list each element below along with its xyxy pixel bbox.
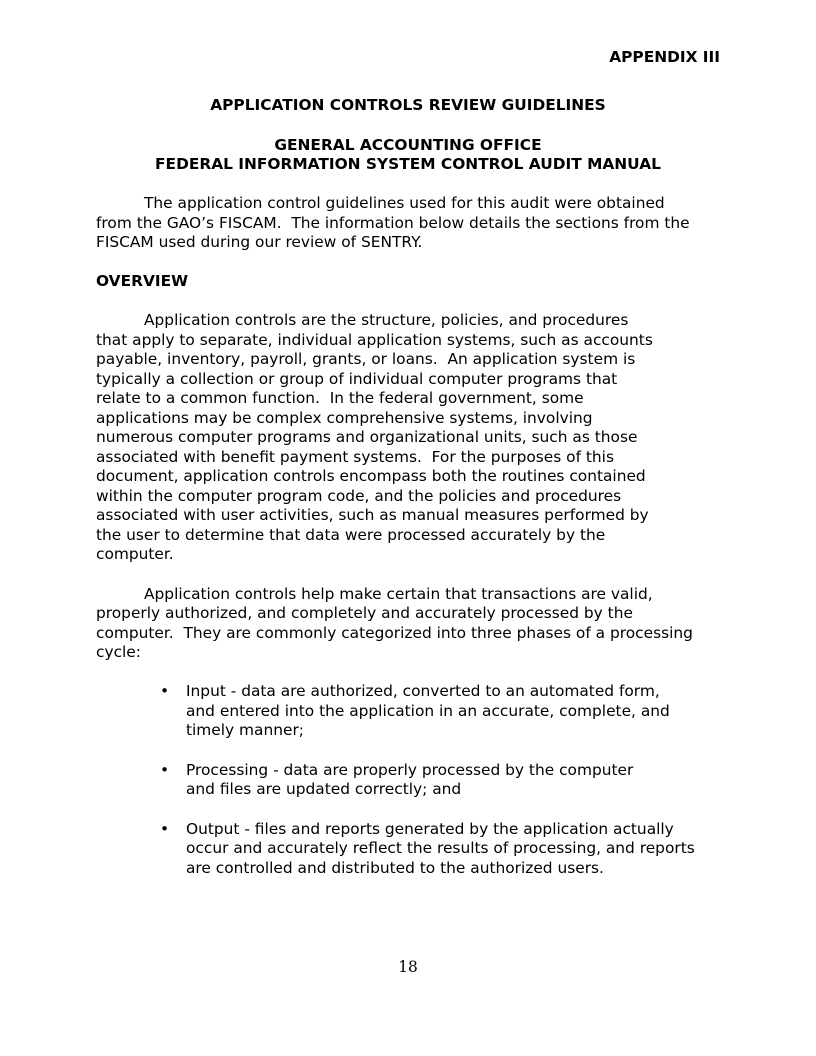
intro-line: FISCAM used during our review of SENTRY. bbox=[96, 233, 423, 251]
bullet-icon: • bbox=[160, 682, 170, 700]
bullet-processing-line: Processing - data are properly processed by the computer bbox=[186, 761, 634, 779]
overview-para2-line: Application controls help make certain that transactions are valid, bbox=[144, 585, 653, 603]
overview-para1-line: applications may be complex comprehensive systems, involving bbox=[96, 409, 593, 427]
overview-para1-line: payable, inventory, payroll, grants, or loans. An application system is bbox=[96, 350, 636, 368]
intro-line: The application control guidelines used for this audit were obtained bbox=[144, 194, 665, 212]
overview-para1-line: document, application controls encompass both the routines contained bbox=[96, 467, 646, 485]
overview-para1-line: typically a collection or group of individual computer programs that bbox=[96, 370, 618, 388]
main-title: APPLICATION CONTROLS REVIEW GUIDELINES bbox=[210, 96, 606, 114]
overview-para1-line: that apply to separate, individual application systems, such as accounts bbox=[96, 331, 653, 349]
overview-para1-line: the user to determine that data were processed accurately by the bbox=[96, 526, 606, 544]
bullet-icon: • bbox=[160, 761, 170, 779]
bullet-output-line: are controlled and distributed to the authorized users. bbox=[186, 859, 604, 877]
overview-para1-line: computer. bbox=[96, 545, 174, 563]
bullet-input-line: timely manner; bbox=[186, 721, 304, 739]
bullet-output-line: Output - files and reports generated by the application actually bbox=[186, 820, 674, 838]
bullet-icon: • bbox=[160, 820, 170, 838]
bullet-processing-line: and files are updated correctly; and bbox=[186, 780, 462, 798]
overview-para2-line: cycle: bbox=[96, 643, 141, 661]
bullet-output-line: occur and accurately reflect the results of processing, and reports bbox=[186, 839, 695, 857]
overview-para2-line: properly authorized, and completely and accurately processed by the bbox=[96, 604, 633, 622]
overview-para1-line: numerous computer programs and organizational units, such as those bbox=[96, 428, 638, 446]
page-number: 18 bbox=[398, 958, 418, 976]
bullet-input-line: and entered into the application in an accurate, complete, and bbox=[186, 702, 670, 720]
overview-para1-line: Application controls are the structure, policies, and procedures bbox=[144, 311, 629, 329]
overview-para1-line: relate to a common function. In the federal government, some bbox=[96, 389, 584, 407]
overview-para1-line: within the computer program code, and the policies and procedures bbox=[96, 487, 622, 505]
overview-para2-line: computer. They are commonly categorized into three phases of a processing bbox=[96, 624, 693, 642]
overview-para1-line: associated with benefit payment systems. For the purposes of this bbox=[96, 448, 614, 466]
overview-heading: OVERVIEW bbox=[96, 272, 189, 290]
intro-line: from the GAO’s FISCAM. The information below details the sections from the bbox=[96, 214, 690, 232]
appendix-label: APPENDIX III bbox=[609, 48, 720, 66]
manual-title: FEDERAL INFORMATION SYSTEM CONTROL AUDIT MANUAL bbox=[155, 155, 661, 173]
bullet-input-line: Input - data are authorized, converted to an automated form, bbox=[186, 682, 660, 700]
org-title: GENERAL ACCOUNTING OFFICE bbox=[274, 136, 542, 154]
overview-para1-line: associated with user activities, such as manual measures performed by bbox=[96, 506, 649, 524]
